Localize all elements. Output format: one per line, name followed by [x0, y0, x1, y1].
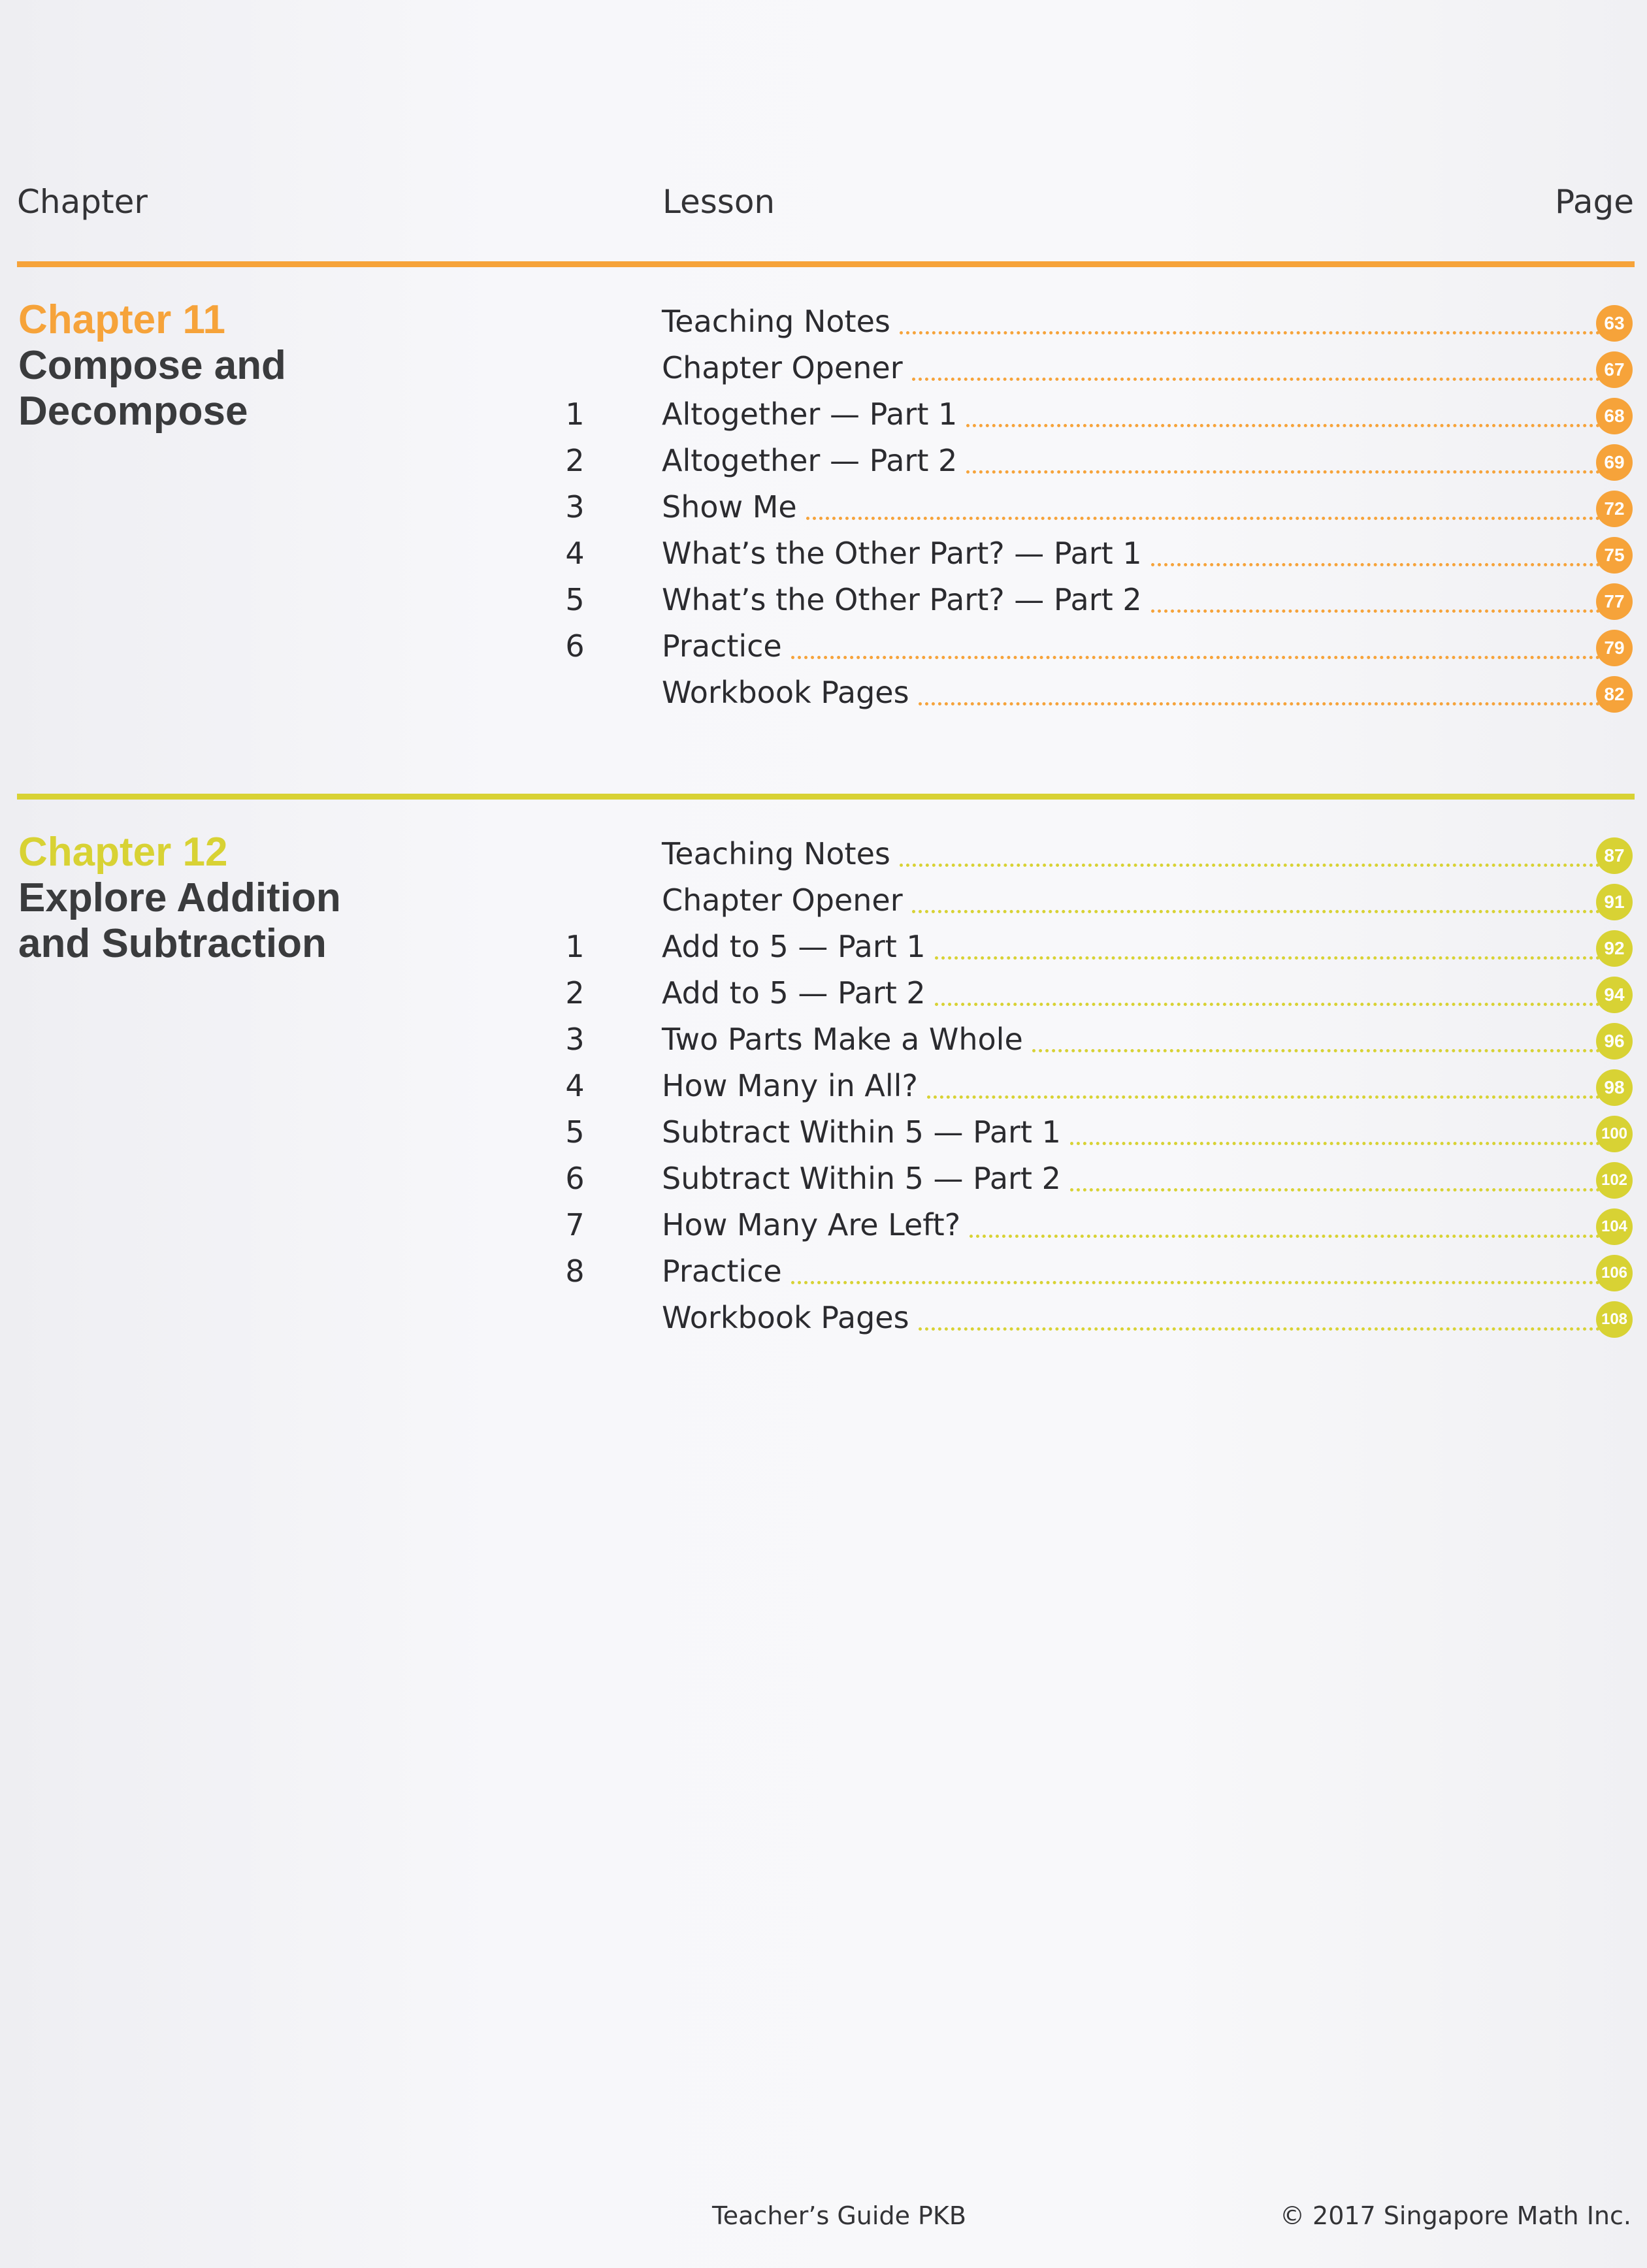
chapter-title-line: Decompose	[18, 389, 248, 434]
lesson-name: Practice	[662, 628, 782, 664]
page-number-badge: 69	[1596, 444, 1633, 481]
lesson-name: Altogether — Part 1	[662, 397, 958, 432]
section-divider	[17, 261, 1635, 267]
section-divider	[17, 794, 1635, 800]
dot-leader	[966, 470, 1600, 474]
chapter-number: Chapter 12	[18, 830, 228, 875]
lesson-column-header: Lesson	[662, 183, 775, 221]
lesson-row	[0, 1295, 1647, 1341]
page-number-badge: 79	[1596, 630, 1633, 666]
lesson-number: 7	[565, 1207, 585, 1242]
page-number-badge: 108	[1596, 1301, 1633, 1338]
lesson-number: 1	[565, 397, 585, 432]
lesson-row	[0, 345, 1647, 391]
dot-leader	[919, 1327, 1600, 1331]
dot-leader	[806, 517, 1600, 520]
lesson-number: 5	[565, 582, 585, 617]
page-number-badge: 68	[1596, 398, 1633, 434]
lesson-number: 3	[565, 1022, 585, 1057]
lesson-row	[0, 1109, 1647, 1156]
lesson-number: 6	[565, 628, 585, 664]
page-number-badge: 87	[1596, 837, 1633, 874]
lesson-name: Altogether — Part 2	[662, 443, 958, 478]
lesson-number: 4	[565, 1068, 585, 1103]
lesson-row	[0, 530, 1647, 577]
page-number-badge: 106	[1596, 1255, 1633, 1291]
dot-leader	[966, 424, 1600, 427]
page-number-badge: 96	[1596, 1023, 1633, 1060]
footer-copyright: © 2017 Singapore Math Inc.	[1279, 2201, 1631, 2230]
page-number-badge: 92	[1596, 930, 1633, 967]
page-number-badge: 63	[1596, 305, 1633, 342]
lesson-name: Chapter Opener	[662, 883, 903, 918]
lesson-number: 3	[565, 489, 585, 525]
chapter-title-line: Compose and	[18, 343, 286, 388]
lesson-row	[0, 670, 1647, 716]
lesson-name: Workbook Pages	[662, 675, 909, 710]
dot-leader	[1070, 1142, 1600, 1145]
page-column-header: Page	[1554, 183, 1634, 221]
lesson-row	[0, 391, 1647, 438]
lesson-name: How Many Are Left?	[662, 1207, 961, 1242]
lesson-row	[0, 1202, 1647, 1248]
footer-guide-title: Teacher’s Guide PKB	[712, 2201, 966, 2230]
lesson-row	[0, 577, 1647, 623]
lesson-row	[0, 831, 1647, 877]
lesson-name: Add to 5 — Part 1	[662, 929, 926, 964]
lesson-name: Chapter Opener	[662, 350, 903, 385]
page-number-badge: 104	[1596, 1208, 1633, 1245]
dot-leader	[919, 702, 1600, 705]
lesson-row	[0, 970, 1647, 1016]
lesson-name: Two Parts Make a Whole	[662, 1022, 1023, 1057]
lesson-row	[0, 438, 1647, 484]
lesson-name: Workbook Pages	[662, 1300, 909, 1335]
lesson-name: Teaching Notes	[662, 304, 890, 339]
dot-leader	[1151, 563, 1600, 566]
dot-leader	[912, 378, 1600, 381]
chapter-number: Chapter 11	[18, 297, 226, 342]
page-number-badge: 67	[1596, 351, 1633, 388]
dot-leader	[912, 910, 1600, 913]
table-header	[17, 183, 1634, 235]
chapter-column-header: Chapter	[17, 183, 148, 221]
page-number-badge: 77	[1596, 583, 1633, 620]
lesson-name: What’s the Other Part? — Part 1	[662, 536, 1142, 571]
lesson-number: 1	[565, 929, 585, 964]
lesson-number: 4	[565, 536, 585, 571]
dot-leader	[927, 1095, 1600, 1099]
page-number-badge: 94	[1596, 977, 1633, 1013]
dot-leader	[1151, 609, 1600, 613]
lesson-name: How Many in All?	[662, 1068, 918, 1103]
page-number-badge: 91	[1596, 884, 1633, 920]
dot-leader	[900, 331, 1600, 334]
chapter-title-line: and Subtraction	[18, 921, 327, 966]
page-number-badge: 100	[1596, 1116, 1633, 1152]
lesson-name: Show Me	[662, 489, 797, 525]
lesson-row	[0, 299, 1647, 345]
dot-leader	[970, 1235, 1600, 1238]
dot-leader	[1070, 1188, 1600, 1191]
lesson-number: 2	[565, 443, 585, 478]
lesson-row	[0, 924, 1647, 970]
dot-leader	[935, 1003, 1600, 1006]
lesson-name: Add to 5 — Part 2	[662, 975, 926, 1011]
lesson-row	[0, 1063, 1647, 1109]
lesson-row	[0, 484, 1647, 530]
page-number-badge: 72	[1596, 491, 1633, 527]
page-number-badge: 82	[1596, 676, 1633, 713]
chapter-title-line: Explore Addition	[18, 875, 341, 920]
dot-leader	[935, 956, 1600, 960]
lesson-number: 5	[565, 1114, 585, 1150]
lesson-number: 8	[565, 1254, 585, 1289]
lesson-name: Subtract Within 5 — Part 2	[662, 1161, 1061, 1196]
lesson-name: Practice	[662, 1254, 782, 1289]
lesson-row	[0, 1016, 1647, 1063]
dot-leader	[900, 864, 1600, 867]
dot-leader	[791, 656, 1600, 659]
dot-leader	[791, 1281, 1600, 1284]
page-number-badge: 75	[1596, 537, 1633, 574]
lesson-number: 2	[565, 975, 585, 1011]
lesson-name: Teaching Notes	[662, 836, 890, 871]
lesson-name: Subtract Within 5 — Part 1	[662, 1114, 1061, 1150]
lesson-row	[0, 1248, 1647, 1295]
page-number-badge: 98	[1596, 1069, 1633, 1106]
lesson-row	[0, 623, 1647, 670]
lesson-number: 6	[565, 1161, 585, 1196]
lesson-row	[0, 877, 1647, 924]
lesson-row	[0, 1156, 1647, 1202]
page-number-badge: 102	[1596, 1162, 1633, 1199]
dot-leader	[1032, 1049, 1600, 1052]
lesson-name: What’s the Other Part? — Part 2	[662, 582, 1142, 617]
